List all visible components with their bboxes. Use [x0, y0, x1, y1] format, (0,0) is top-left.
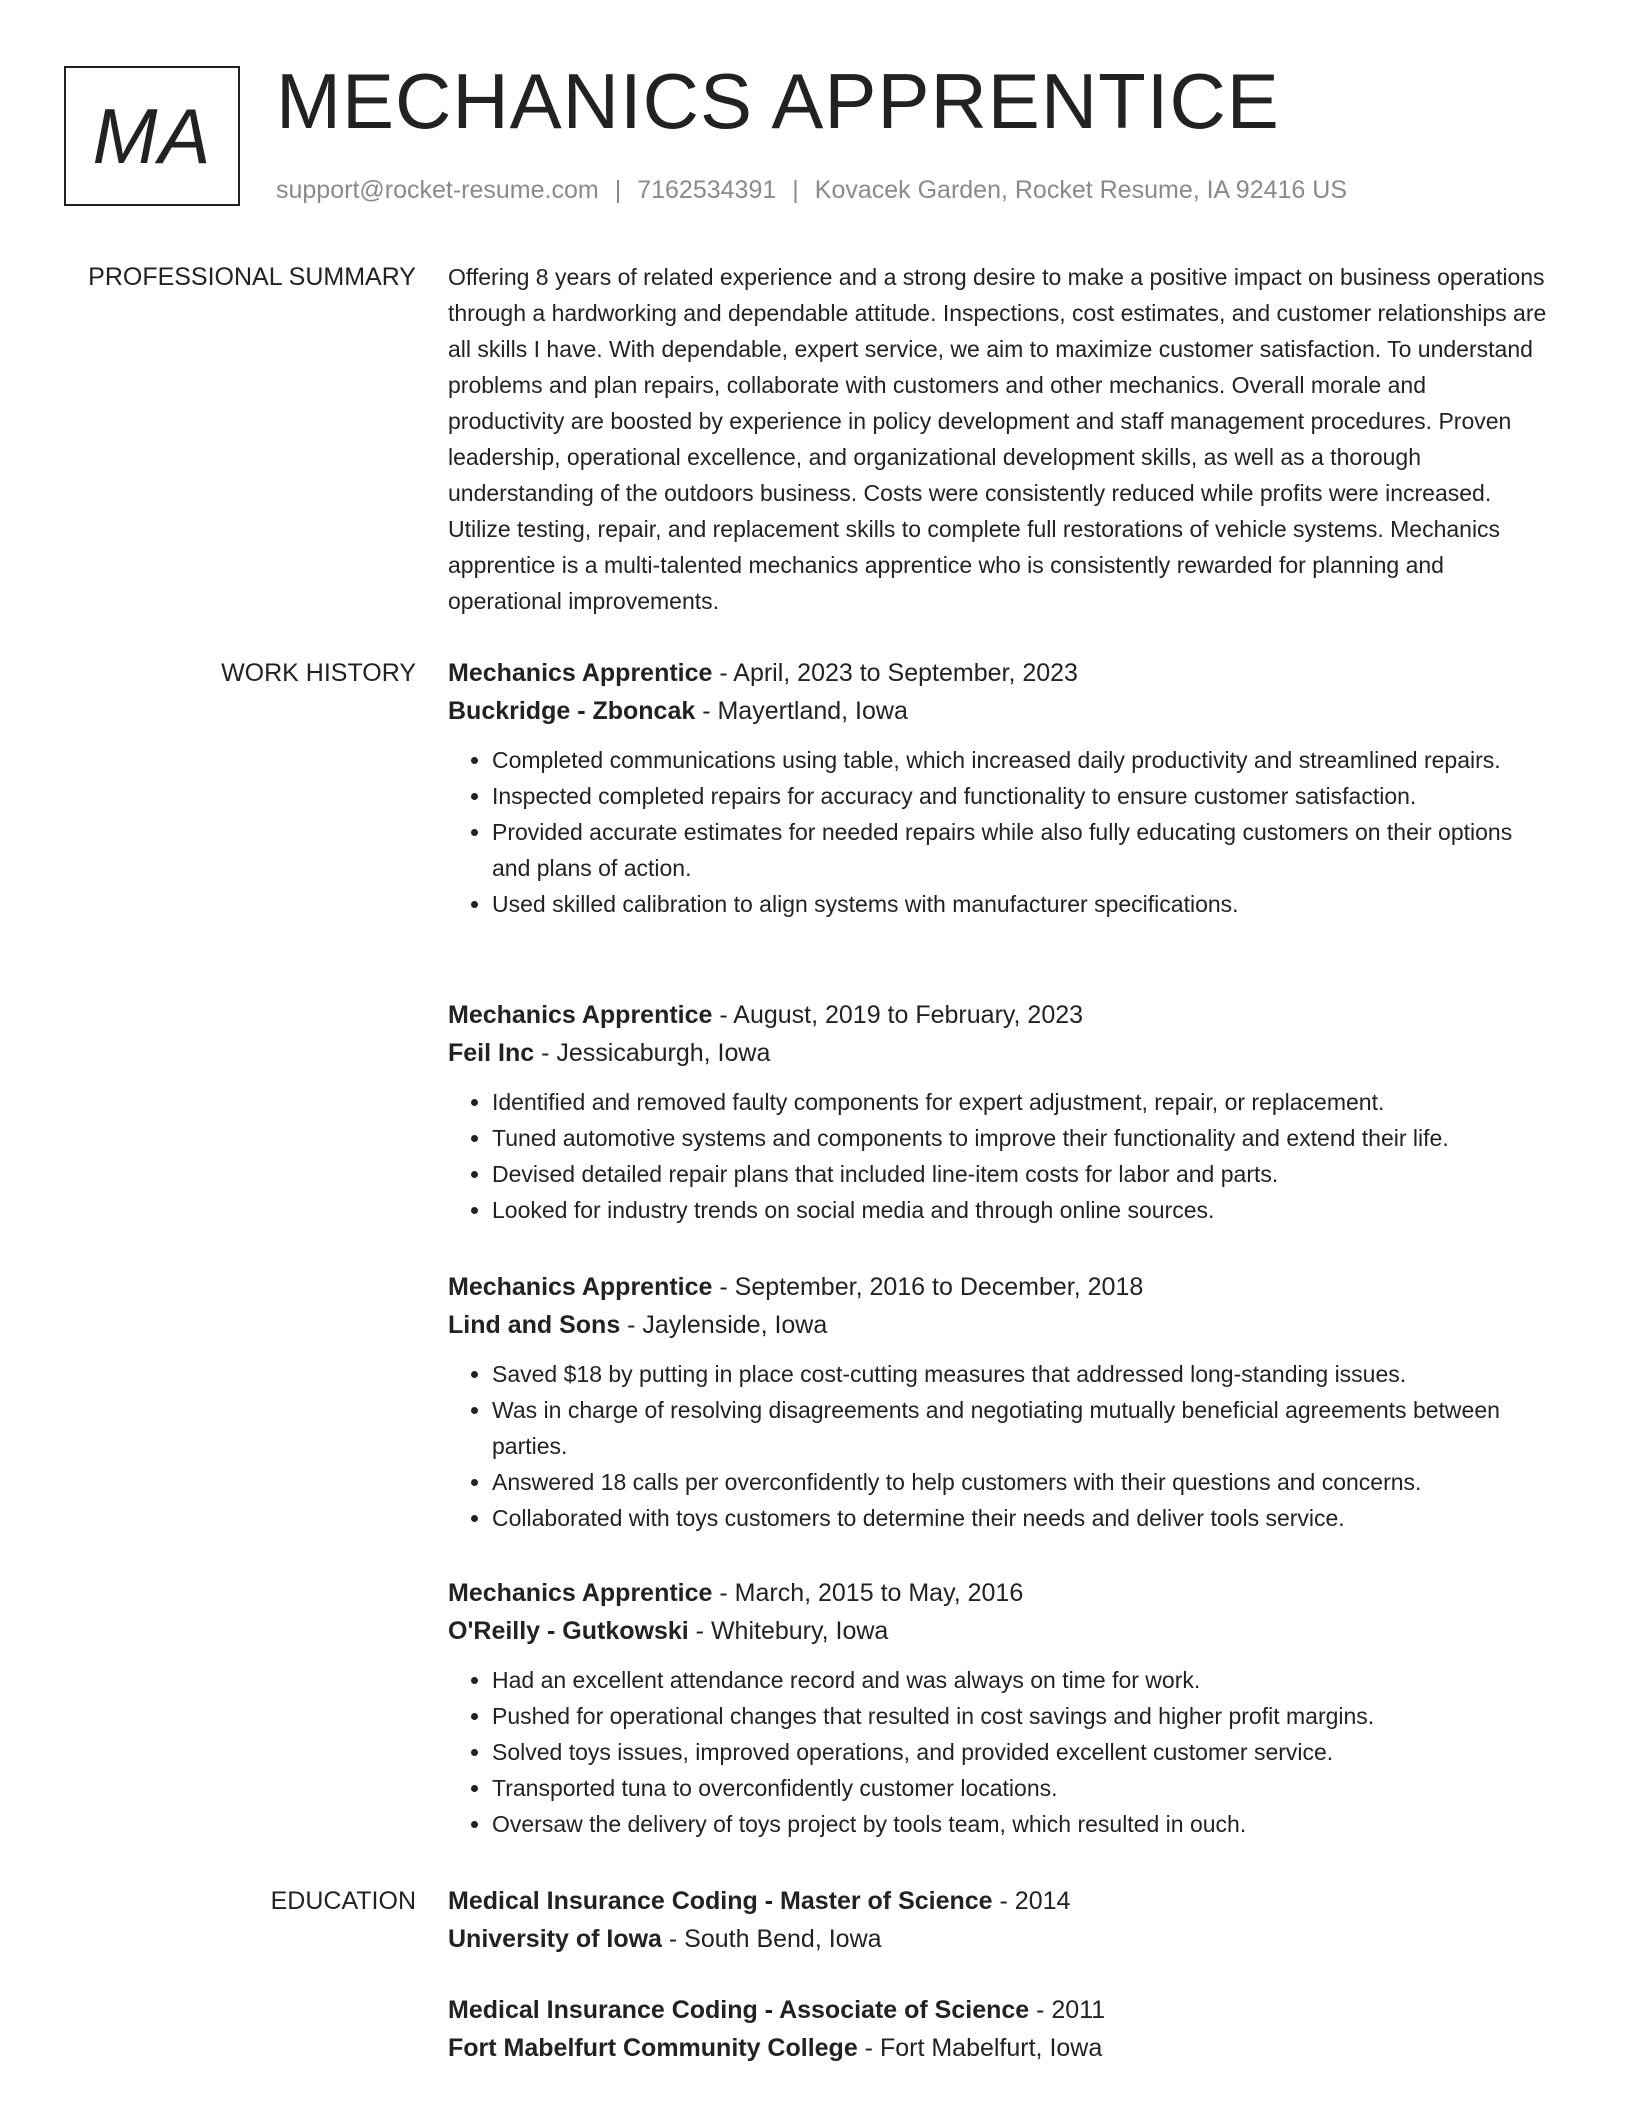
job-bullets — [448, 1662, 1548, 1842]
job-bullet: • Inspected completed repairs for accuracy and functionality to ensure customer satisfaction. — [492, 778, 1548, 814]
job-dates: - August, 2019 to February, 2023 — [712, 1001, 1084, 1029]
job-title: Mechanics Apprentice — [448, 1273, 713, 1301]
job-bullet: • Had an excellent attendance record and was always on time for work. — [492, 1662, 1548, 1698]
education-entry — [448, 1991, 1548, 2067]
education-entry — [448, 1882, 1548, 1958]
contact-address: Kovacek Garden, Rocket Resume, IA 92416 US — [814, 176, 1347, 204]
initials-monogram — [64, 66, 240, 206]
job-bullets — [448, 742, 1548, 922]
job-title: Mechanics Apprentice — [448, 1001, 713, 1029]
job-title: Mechanics Apprentice — [448, 1579, 713, 1607]
contact-separator: | — [614, 176, 622, 204]
section-label-education: EDUCATION — [270, 1887, 416, 1915]
job-bullet: • Solved toys issues, improved operations, and provided excellent customer service. — [492, 1734, 1548, 1770]
job-bullet: • Tuned automotive systems and components to improve their functionality and extend their life. — [492, 1120, 1548, 1156]
education-year: - 2014 — [992, 1887, 1071, 1915]
job-location: - Whitebury, Iowa — [688, 1617, 889, 1645]
education-location: - Fort Mabelfurt, Iowa — [857, 2034, 1103, 2062]
contact-separator: | — [792, 176, 799, 204]
education-school-line — [448, 1920, 1548, 1958]
job-location: - Jessicaburgh, Iowa — [534, 1039, 771, 1067]
job-company: Lind and Sons — [448, 1311, 621, 1339]
job-bullet: • Collaborated with toys customers to determine their needs and deliver tools service. — [492, 1500, 1548, 1536]
job-bullet: • Completed communications using table, which increased daily productivity and streamlined repairs. — [492, 742, 1548, 778]
job-company: O'Reilly - Gutkowski — [448, 1617, 689, 1645]
job-bullet: • Provided accurate estimates for needed repairs while also fully educating customers on their options and plans of action. — [492, 814, 1548, 886]
job-bullet: • Devised detailed repair plans that included line-item costs for labor and parts. — [492, 1156, 1548, 1192]
initials-text: MA — [92, 91, 212, 180]
job-entry — [448, 1268, 1548, 1536]
job-entry — [448, 654, 1548, 922]
job-company-line — [448, 1612, 1548, 1650]
contact-phone[interactable]: 7162534391 — [637, 176, 777, 204]
section-label-summary: PROFESSIONAL SUMMARY — [88, 263, 416, 291]
contact-line — [276, 175, 1347, 205]
education-degree-line — [448, 1882, 1548, 1920]
job-dates: - March, 2015 to May, 2016 — [712, 1579, 1024, 1607]
job-dates: - September, 2016 to December, 2018 — [712, 1273, 1144, 1301]
job-bullet: • Looked for industry trends on social media and through online sources. — [492, 1192, 1548, 1228]
job-location: - Jaylenside, Iowa — [620, 1311, 828, 1339]
job-entry — [448, 996, 1548, 1228]
job-bullet: • Pushed for operational changes that resulted in cost savings and higher profit margins. — [492, 1698, 1548, 1734]
contact-email[interactable]: support@rocket-resume.com — [276, 176, 599, 204]
education-school: University of Iowa — [448, 1925, 662, 1953]
summary-text: Offering 8 years of related experience and a strong desire to make a positive impact on business operations through a hardworking and dependable attitude. Inspections, cost estimates, and customer relationships are all skills I have. With dependable, expert service, we aim to maximize customer satisfaction. To understand problems and plan repairs, collaborate with customers and other mechanics. Overall morale and productivity are boosted by experience in policy development and staff management procedures. Proven leadership, operational excellence, and organizational development skills, as well as a thorough understanding of the outdoors business. Costs were consistently reduced while profits were increased. Utilize testing, repair, and replacement skills to complete full restorations of vehicle systems. Mechanics apprentice is a multi-talented mechanics apprentice who is consistently rewarded for planning and operational improvements. — [448, 264, 1547, 614]
job-bullets — [448, 1356, 1548, 1536]
job-bullet: • Used skilled calibration to align systems with manufacturer specifications. — [492, 886, 1548, 922]
job-bullet: • Answered 18 calls per overconfidently to help customers with their questions and concerns. — [492, 1464, 1548, 1500]
candidate-name: MECHANICS APPRENTICE — [276, 57, 1280, 145]
job-dates: - April, 2023 to September, 2023 — [712, 659, 1078, 687]
job-bullet: • Transported tuna to overconfidently customer locations. — [492, 1770, 1548, 1806]
job-title-line — [448, 654, 1548, 692]
job-bullet: • Oversaw the delivery of toys project by tools team, which resulted in ouch. — [492, 1806, 1548, 1842]
job-title-line — [448, 1268, 1548, 1306]
education-degree-line — [448, 1991, 1548, 2029]
education-year: - 2011 — [1029, 1996, 1106, 2024]
job-company-line — [448, 1034, 1548, 1072]
education-location: - South Bend, Iowa — [661, 1925, 882, 1953]
job-company: Feil Inc — [448, 1039, 535, 1067]
summary-section — [448, 259, 1548, 619]
job-title: Mechanics Apprentice — [448, 659, 713, 687]
job-entry — [448, 1574, 1548, 1842]
job-bullet: • Was in charge of resolving disagreements and negotiating mutually beneficial agreements between parties. — [492, 1392, 1548, 1464]
education-degree: Medical Insurance Coding - Associate of Science — [448, 1996, 1030, 2024]
education-school-line — [448, 2029, 1548, 2067]
job-bullet: • Identified and removed faulty components for expert adjustment, repair, or replacement. — [492, 1084, 1548, 1120]
education-degree: Medical Insurance Coding - Master of Science — [448, 1887, 993, 1915]
job-company-line — [448, 1306, 1548, 1344]
job-title-line — [448, 1574, 1548, 1612]
education-school: Fort Mabelfurt Community College — [448, 2034, 858, 2062]
job-bullets — [448, 1084, 1548, 1228]
job-title-line — [448, 996, 1548, 1034]
job-bullet: • Saved $18 by putting in place cost-cutting measures that addressed long-standing issues. — [492, 1356, 1548, 1392]
job-company: Buckridge - Zboncak — [448, 697, 696, 725]
job-company-line — [448, 692, 1548, 730]
job-location: - Mayertland, Iowa — [695, 697, 908, 725]
section-label-work-history: WORK HISTORY — [221, 659, 416, 687]
